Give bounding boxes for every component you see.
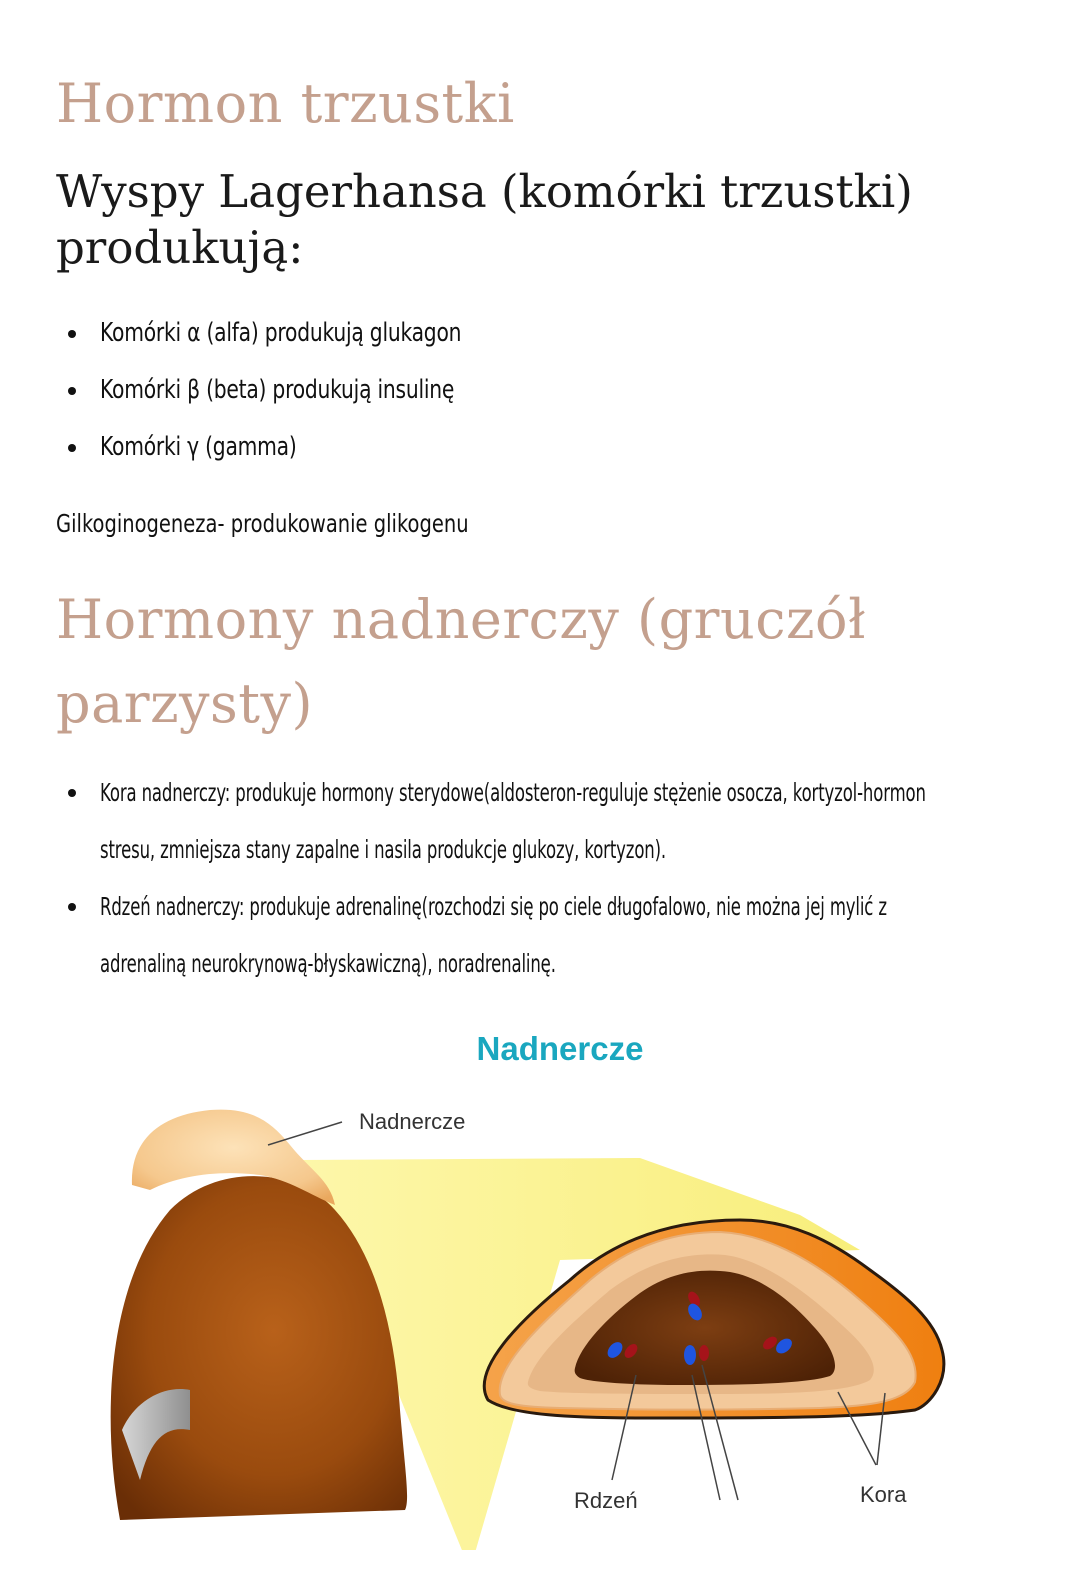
figure-title: Nadnercze <box>476 1030 644 1067</box>
list-item <box>62 419 962 476</box>
list-item <box>62 305 962 362</box>
list-item-text: Komórki β (beta) produkują insulinę <box>100 375 455 405</box>
list-item-text: Komórki α (alfa) produkują glukagon <box>100 318 462 348</box>
label-adrenal-gland: Nadnercze <box>359 1109 466 1134</box>
list-item-line: adrenaliną neurokrynową-błyskawiczną), noradrenalinę. <box>100 949 556 978</box>
label-cortex: Kora <box>860 1482 907 1507</box>
pancreas-cell-list <box>62 305 962 476</box>
list-item-line: Rdzeń nadnerczy: produkuje adrenalinę(rozchodzi się po ciele długofalowo, nie można jej mylić z <box>100 892 887 921</box>
islets-subtitle: Wyspy Lagerhansa (komórki trzustki) produkują: <box>56 165 913 274</box>
list-item <box>62 878 1042 992</box>
note-text: Gilkoginogeneza- produkowanie glikogenu <box>56 509 469 538</box>
list-item <box>62 362 962 419</box>
list-item-text: Komórki γ (gamma) <box>100 432 297 462</box>
list-item <box>62 764 1042 878</box>
section-title-pancreas: Hormon trzustki <box>56 72 515 135</box>
list-item-line: Kora nadnerczy: produkuje hormony sterydowe(aldosteron-reguluje stężenie osocza, kortyzol-hormon <box>100 778 926 807</box>
section-title-adrenal: Hormony nadnerczy (gruczół parzysty) <box>56 588 866 735</box>
adrenal-hormone-list <box>62 764 1042 992</box>
adrenal-gland-illustration <box>0 1010 1080 1550</box>
list-item-line: stresu, zmniejsza stany zapalne i nasila produkcje glukozy, kortyzon). <box>100 835 667 864</box>
label-medulla: Rdzeń <box>574 1488 638 1513</box>
glycogenesis-note <box>56 502 585 546</box>
